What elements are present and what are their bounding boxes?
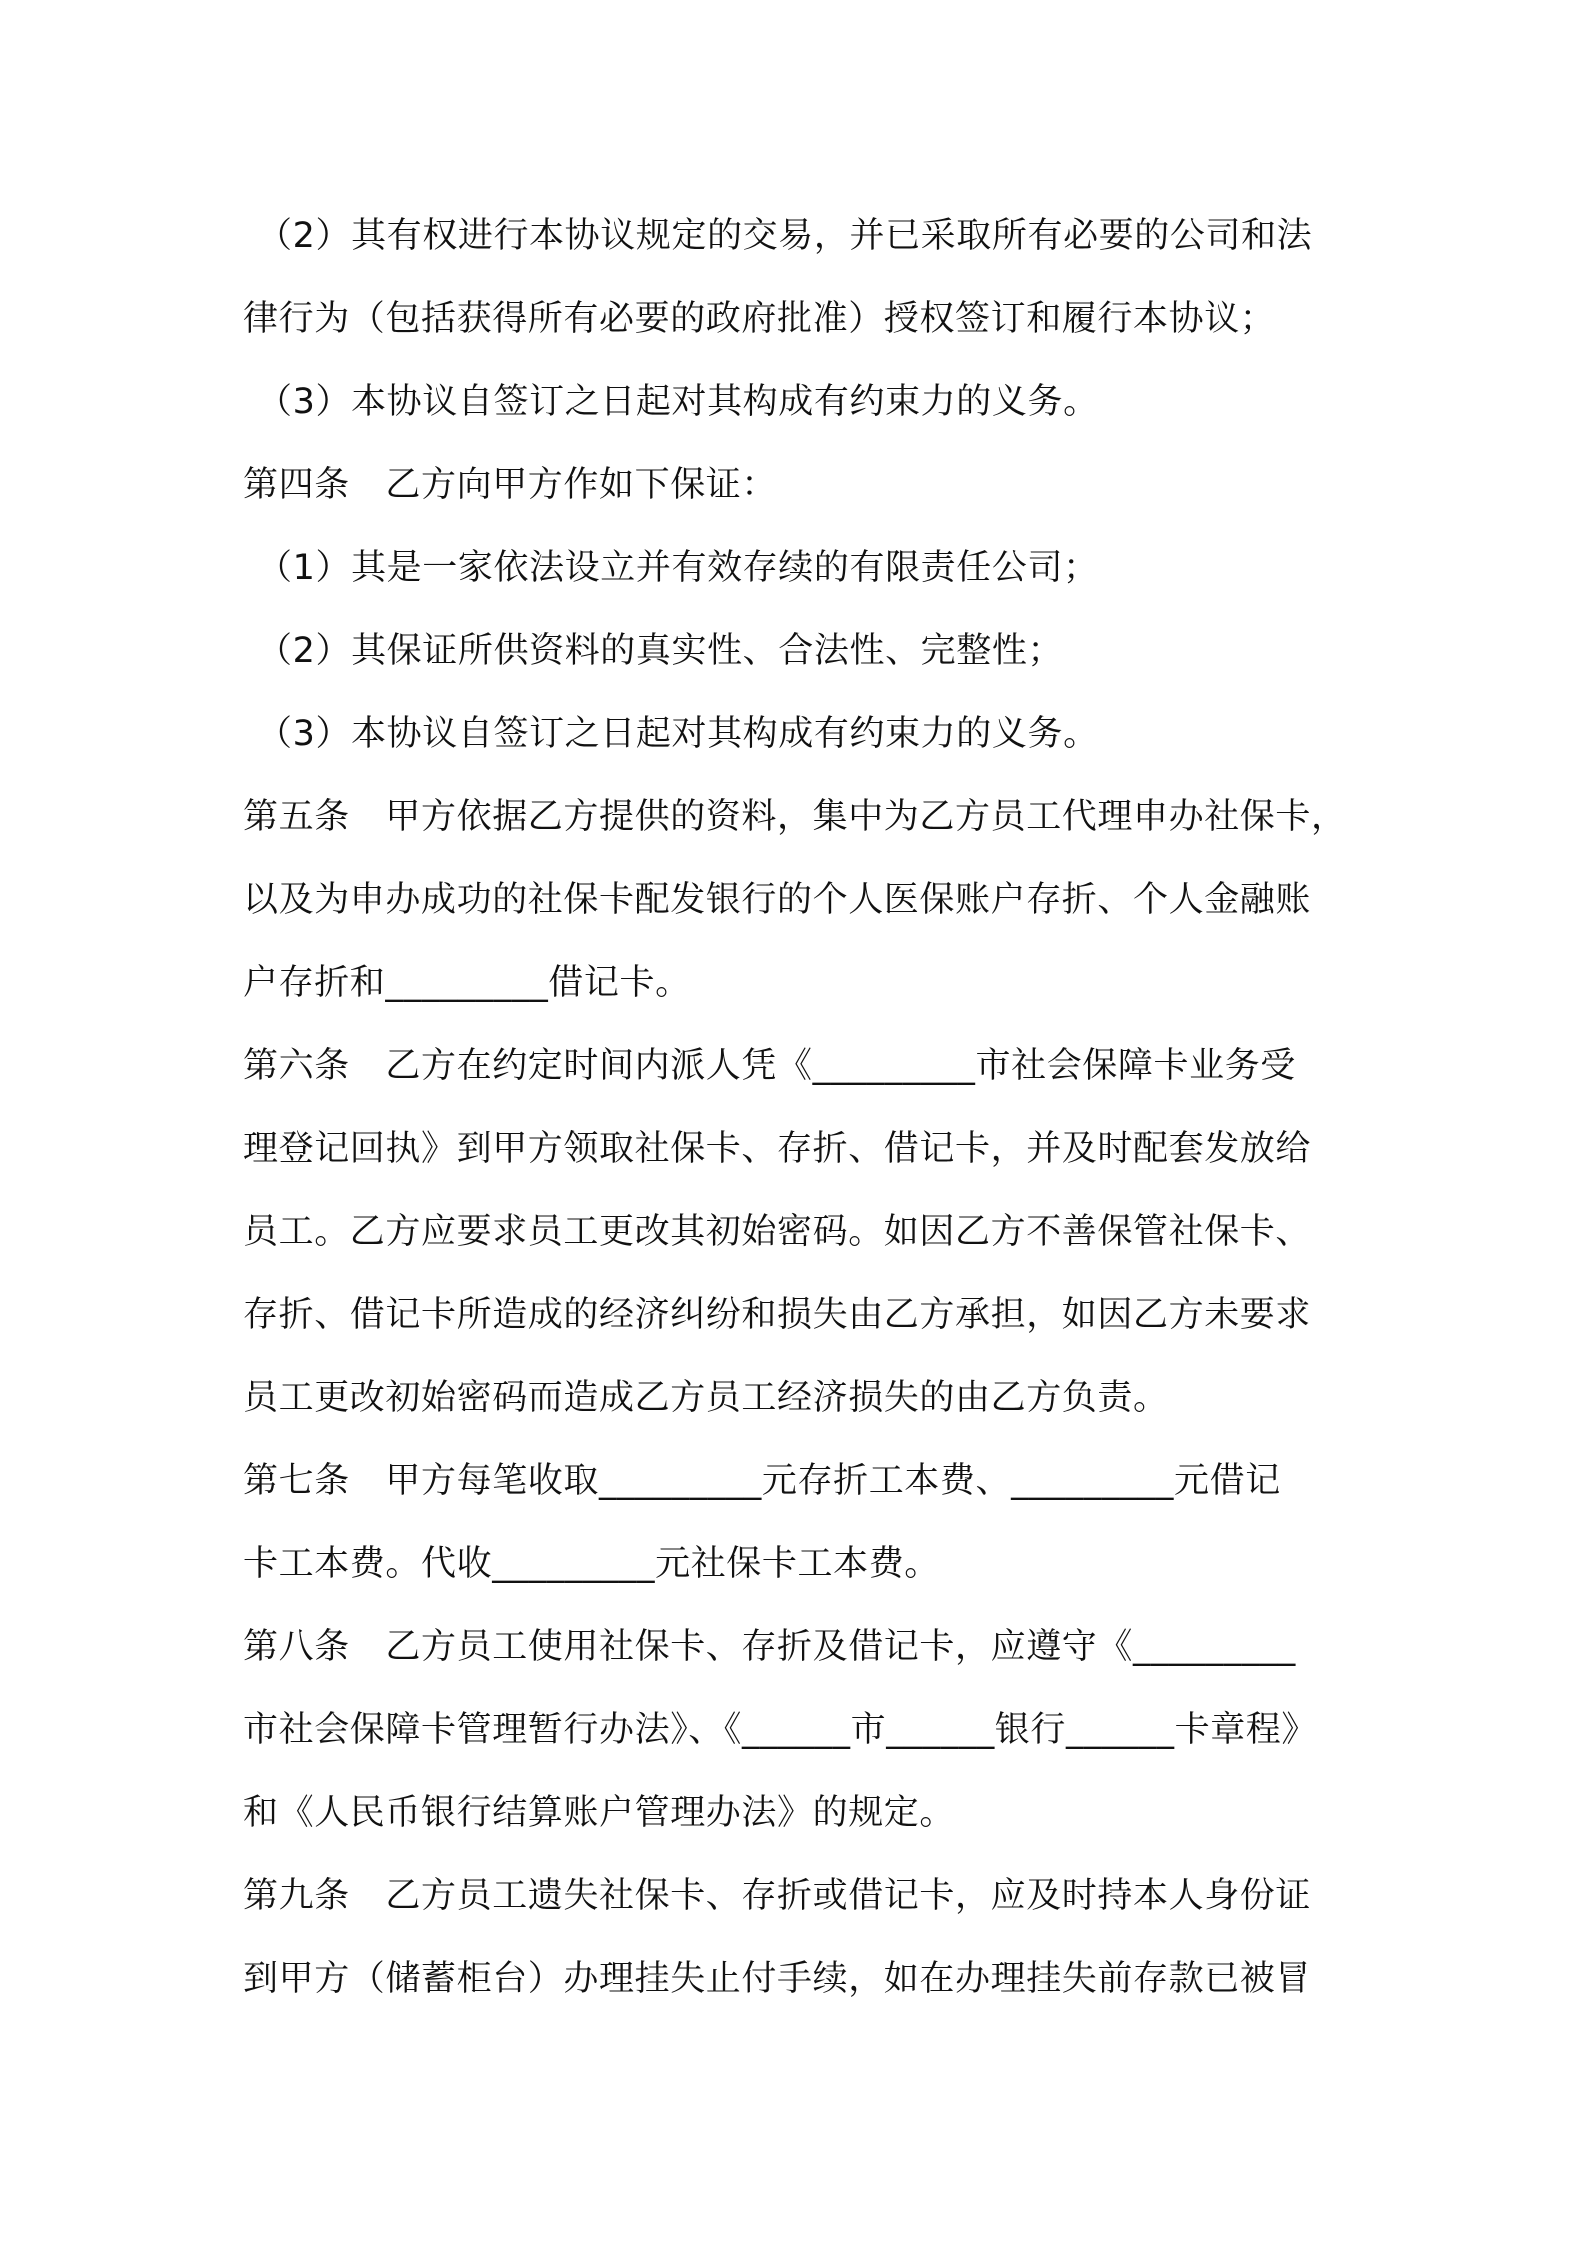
document-body [243,195,1358,2021]
article-heading-7: 第七条 甲方每笔收取_________元存折工本费、_________元借记 [243,1461,1281,1501]
text-line: 员工更改初始密码而造成乙方员工经济损失的由乙方负责。 [243,1378,1169,1418]
text-line: 到甲方（储蓄柜台）办理挂失止付手续，如在办理挂失前存款已被冒 [243,1959,1312,1999]
article-heading-5: 第五条 甲方依据乙方提供的资料，集中为乙方员工代理申办社保卡， [243,797,1347,837]
text-line: 理登记回执》到甲方领取社保卡、存折、借记卡，并及时配套发放给 [243,1129,1312,1169]
article-heading-4: 第四条 乙方向甲方作如下保证： [243,465,778,505]
text-line: （1）其是一家依法设立并有效存续的有限责任公司； [257,548,1099,588]
text-line: （2）其保证所供资料的真实性、合法性、完整性； [257,631,1064,671]
article-heading-6: 第六条 乙方在约定时间内派人凭《_________市社会保障卡业务受 [243,1046,1296,1086]
text-line: （3）本协议自签订之日起对其构成有约束力的义务。 [257,714,1099,754]
text-line: 员工。乙方应要求员工更改其初始密码。如因乙方不善保管社保卡、 [243,1212,1312,1252]
text-line: 存折、借记卡所造成的经济纠纷和损失由乙方承担，如因乙方未要求 [243,1295,1312,1335]
text-line: 和《人民币银行结算账户管理办法》的规定。 [243,1793,956,1833]
article-heading-9: 第九条 乙方员工遗失社保卡、存折或借记卡，应及时持本人身份证 [243,1876,1312,1916]
text-line: （3）本协议自签订之日起对其构成有约束力的义务。 [257,382,1099,422]
text-line: 户存折和_________借记卡。 [243,963,691,1003]
text-line: 律行为（包括获得所有必要的政府批准）授权签订和履行本协议； [243,299,1276,339]
text-line: 卡工本费。代收_________元社保卡工本费。 [243,1544,940,1584]
text-line: 以及为申办成功的社保卡配发银行的个人医保账户存折、个人金融账 [243,880,1312,920]
article-heading-8: 第八条 乙方员工使用社保卡、存折及借记卡，应遵守《_________ [243,1627,1296,1667]
text-line: 市社会保障卡管理暂行办法》、《______市______银行______卡章程》 [243,1710,1318,1750]
text-line: （2）其有权进行本协议规定的交易，并已采取所有必要的公司和法 [257,216,1313,256]
